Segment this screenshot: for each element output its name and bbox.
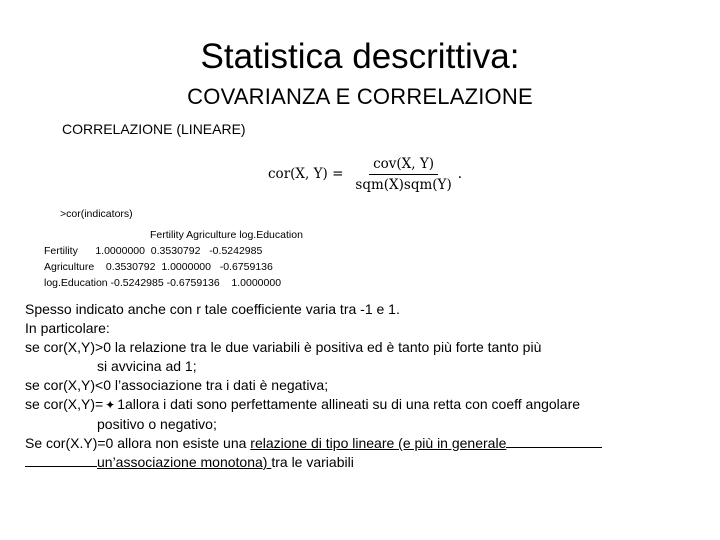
- underline-rule: [506, 435, 602, 448]
- correlation-formula: [268, 150, 462, 198]
- formula-fraction: [351, 156, 455, 193]
- body-text-fragment: 1allora i dati sono perfettamente allineati su di una retta con coeff angolare: [117, 396, 581, 412]
- formula-lhs: cor(X, Y) =: [268, 166, 344, 182]
- slide-subtitle: COVARIANZA E CORRELAZIONE: [187, 84, 533, 109]
- body-text-fragment: Se cor(X.Y)=0 allora non esiste una: [25, 435, 251, 451]
- underlined-text: relazione di tipo lineare (e più in generale: [250, 435, 507, 451]
- body-line: si avvicina ad 1;: [97, 358, 197, 374]
- body-line: Spesso indicato anche con r tale coefficiente varia tra -1 e 1.: [25, 301, 400, 317]
- r-command: >cor(indicators): [60, 208, 133, 220]
- formula-numerator: cov(X, Y): [369, 156, 438, 175]
- body-line: se cor(X,Y)>0 la relazione tra le due variabili è positiva ed è tanto più forte tanto più: [25, 339, 542, 355]
- formula-denominator: sqm(X)sqm(Y): [355, 176, 452, 193]
- r-matrix-row-agriculture: Agriculture 0.3530792 1.0000000 -0.6759136: [44, 261, 273, 273]
- body-line: [25, 453, 695, 472]
- r-matrix-row-log-education: log.Education -0.5242985 -0.6759136 1.0000000: [44, 277, 282, 289]
- body-line: [25, 434, 695, 453]
- body-line: se cor(X,Y)<0 l’associazione tra i dati è negativa;: [25, 377, 329, 393]
- diamond-arrow-icon: ✦: [105, 398, 116, 412]
- body-text: [25, 300, 695, 472]
- body-text-fragment: tra le variabili: [271, 454, 354, 470]
- section-heading: CORRELAZIONE (LINEARE): [62, 121, 246, 137]
- slide-title: Statistica descrittiva:: [200, 37, 520, 76]
- underline-rule: [25, 454, 97, 467]
- body-line: In particolare:: [25, 320, 110, 336]
- body-line: [25, 395, 695, 415]
- body-line: positivo o negativo;: [97, 416, 217, 432]
- r-matrix-row-fertility: Fertility 1.0000000 0.3530792 -0.5242985: [44, 245, 263, 257]
- underlined-text: un’associazione monotona): [97, 454, 272, 470]
- formula-end: .: [457, 166, 463, 182]
- body-text-fragment: se cor(X,Y)=: [25, 396, 104, 412]
- r-matrix-header: Fertility Agriculture log.Education: [150, 229, 303, 241]
